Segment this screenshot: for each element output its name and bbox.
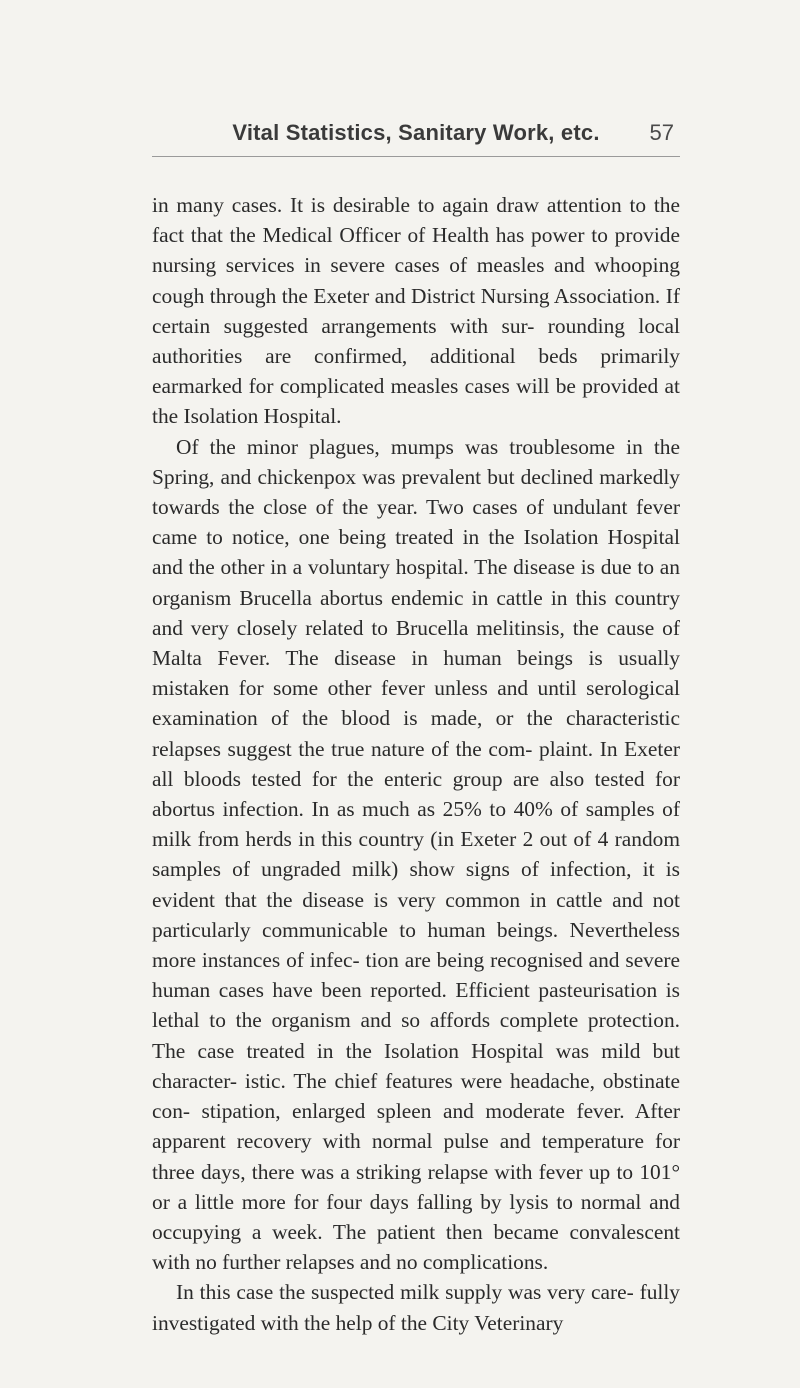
paragraph-continuation: in many cases. It is desirable to again draw attention to the fact that the Medical Officer of Health has power to provide nursing services in severe cases of measles and whooping cough through the Exeter and District Nursing Association. If certain suggested arrangements with sur- rounding local authorities are confirmed, additional beds primarily earmarked for complicated measles cases will be provided at the Isolation Hospital.: [152, 193, 680, 429]
running-head: [152, 112, 680, 158]
header-rule: [152, 156, 680, 157]
running-title: Vital Statistics, Sanitary Work, etc.: [232, 120, 600, 145]
paragraph-minor-plagues: Of the minor plagues, mumps was troublesome in the Spring, and chickenpox was prevalent but declined markedly towards the close of the year. Two cases of undulant fever came to notice, one being treated in the Isolation Hospital and the other in a voluntary hospital. The disease is due to an organism Brucella abortus endemic in cattle in this country and very closely related to Brucella melitinsis, the cause of Malta Fever. The disease in human beings is usually mistaken for some other fever unless and until serological examination of the blood is made, or the characteristic relapses suggest the true nature of the com- plaint. In Exeter all bloods tested for the enteric group are also tested for abortus infection. In as much as 25% to 40% of samples of milk from herds in this country (in Exeter 2 out of 4 random samples of ungraded milk) show signs of infection, it is evident that the disease is very common in cattle and not particularly communicable to human beings. Nevertheless more instances of infec- tion are being recognised and severe human cases have been reported. Efficient pasteurisation is lethal to the organism and so affords complete protection. The case treated in the Isolation Hospital was mild but character- istic. The chief features were headache, obstinate con- stipation, enlarged spleen and moderate fever. After apparent recovery with normal pulse and temperature for three days, there was a striking relapse with fever up to 101° or a little more for four days falling by lysis to normal and occupying a week. The patient then became convalescent with no further relapses and no complications.: [152, 434, 680, 1275]
body-text: [152, 190, 680, 1338]
paragraph-milk-supply: In this case the suspected milk supply was very care- fully investigated with the help of the City Veterinary: [152, 1280, 680, 1335]
page-number: 57: [649, 120, 674, 145]
